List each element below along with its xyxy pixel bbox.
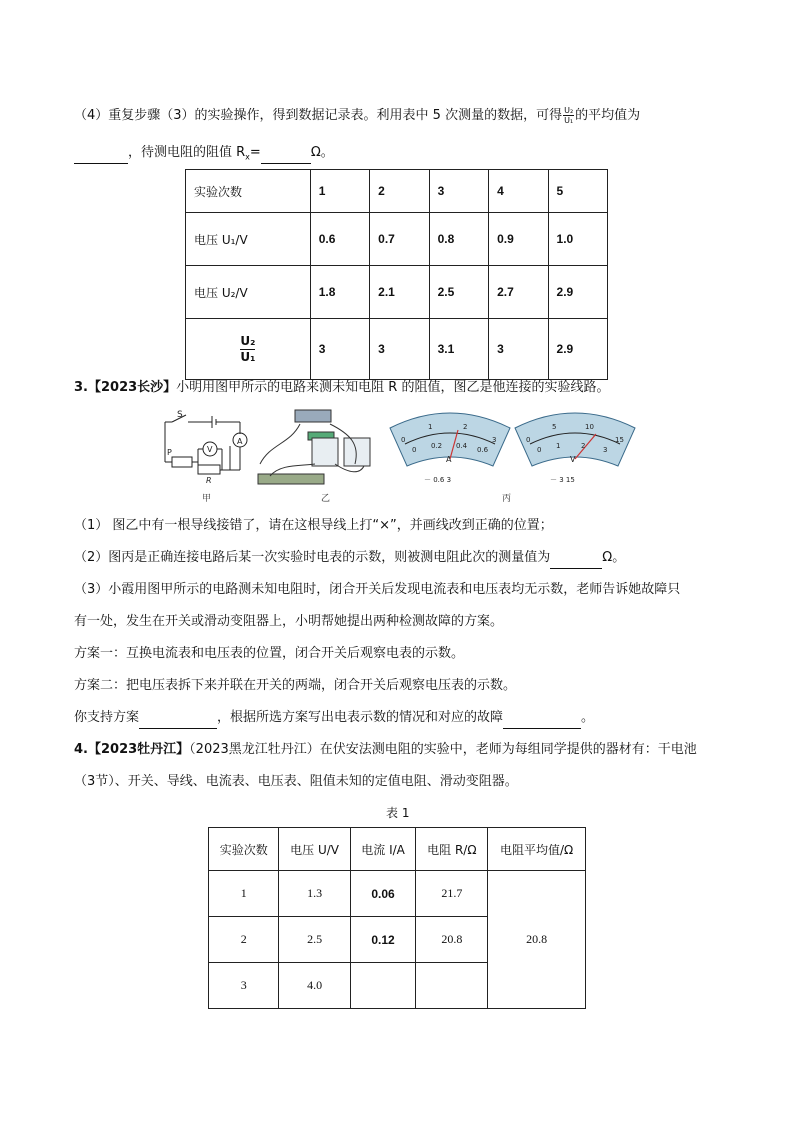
table-cell: 21.7 bbox=[416, 871, 488, 917]
table-cell: 0.06 bbox=[350, 871, 416, 917]
q3-support-b: ，根据所选方案写出电表示数的情况和对应的故障 bbox=[217, 710, 504, 725]
q3-part2 bbox=[74, 548, 754, 569]
q4-part-suffix: 的平均值为 bbox=[575, 108, 641, 123]
answer-blank-measured-r[interactable] bbox=[550, 548, 602, 569]
q3-text: 小明用图甲所示的电路来测未知电阻 R 的阻值，图乙是他连接的实验线路。 bbox=[176, 380, 610, 395]
table-cell: 2 bbox=[209, 917, 279, 963]
table-cell: 4.0 bbox=[279, 963, 350, 1009]
ammeter-tick: 0.2 bbox=[431, 442, 443, 450]
q3-title: 3.【2023长沙】 bbox=[74, 380, 177, 395]
table-cell: 3 bbox=[209, 963, 279, 1009]
circuit-figure bbox=[150, 404, 650, 504]
q3-plan2: 方案二：把电压表拆下来并联在开关的两端，闭合开关后观察电压表的示数。 bbox=[74, 678, 517, 693]
table-cell: 3 bbox=[310, 319, 369, 380]
q3-support-end: 。 bbox=[581, 710, 595, 725]
table-cell: 0.8 bbox=[429, 213, 488, 266]
ammeter-tick: 1 bbox=[428, 423, 433, 431]
voltage-ratio-table bbox=[185, 169, 608, 380]
table-cell: 2.5 bbox=[429, 266, 488, 319]
table-cell: 0.7 bbox=[370, 213, 429, 266]
table-header: 电阻 R/Ω bbox=[416, 828, 488, 871]
label-resistor: R bbox=[206, 476, 212, 485]
label-voltmeter: V bbox=[207, 445, 213, 454]
label-ammeter: A bbox=[237, 437, 243, 446]
table-header: 5 bbox=[548, 170, 607, 213]
table-cell: 0.12 bbox=[350, 917, 416, 963]
table-cell: 2.7 bbox=[489, 266, 548, 319]
q4-part-eq: = bbox=[249, 145, 261, 160]
table-cell: 3 bbox=[489, 319, 548, 380]
ratio-den: U₁ bbox=[240, 349, 256, 364]
table-header: 实验次数 bbox=[186, 170, 311, 213]
ammeter-tick: 2 bbox=[463, 423, 468, 431]
q4-text-b: （3节）、开关、导线、电流表、电压表、阻值未知的定值电阻、滑动变阻器。 bbox=[74, 774, 518, 789]
table-header: 1 bbox=[310, 170, 369, 213]
voltmeter-tick: 3 bbox=[603, 446, 608, 454]
resistance-table bbox=[208, 827, 586, 1009]
q4-text-a: （2023黑龙江牡丹江）在伏安法测电阻的实验中，老师为每组同学提供的器材有：干电池 bbox=[189, 742, 697, 757]
table-cell: 1 bbox=[209, 871, 279, 917]
q4-part-line1 bbox=[74, 106, 754, 126]
table-cell: 1.8 bbox=[310, 266, 369, 319]
fig-label-bing: 丙 bbox=[502, 494, 512, 504]
table-cell: 20.8 bbox=[416, 917, 488, 963]
q3-part3-line1: （3）小霞用图甲所示的电路测未知电阻时，闭合开关后发现电流表和电压表均无示数，老师告诉她故障只 bbox=[74, 582, 681, 597]
circuit-diagram-jia bbox=[165, 415, 247, 474]
row-label-u1: 电压 U₁/V bbox=[186, 213, 311, 266]
q3-part2-unit: Ω。 bbox=[602, 550, 626, 565]
label-slider: P bbox=[167, 448, 172, 457]
voltmeter-tick: 15 bbox=[615, 436, 624, 444]
table-cell: 1.0 bbox=[548, 213, 607, 266]
voltmeter-unit: V bbox=[570, 455, 576, 464]
table-cell: 0.9 bbox=[489, 213, 548, 266]
rx-subscript: x bbox=[245, 152, 250, 162]
table-header: 电流 I/A bbox=[350, 828, 416, 871]
fig-label-yi: 乙 bbox=[321, 494, 331, 504]
q3-part1: （1） 图乙中有一根导线接错了，请在这根导线上打“×”，并画线改到正确的位置； bbox=[74, 518, 553, 533]
ratio-num: U₂ bbox=[240, 333, 256, 348]
q4-part-line2-a: ，待测电阻的阻值 R bbox=[128, 145, 246, 160]
table-cell: 1.3 bbox=[279, 871, 350, 917]
table-cell[interactable] bbox=[350, 963, 416, 1009]
table-cell[interactable] bbox=[416, 963, 488, 1009]
wiring-photo-yi bbox=[258, 410, 370, 484]
q3-heading bbox=[74, 378, 754, 398]
ratio-fraction bbox=[563, 106, 574, 125]
q3-plan1: 方案一：互换电流表和电压表的位置，闭合开关后观察电表的示数。 bbox=[74, 646, 465, 661]
ammeter-unit: A bbox=[446, 455, 452, 464]
frac-den: U₁ bbox=[564, 116, 574, 125]
table-header: 电压 U/V bbox=[279, 828, 350, 871]
ammeter-tick: 3 bbox=[492, 436, 497, 444]
ammeter-terminals: － 0.6 3 bbox=[424, 476, 452, 484]
average-cell: 20.8 bbox=[488, 871, 586, 1009]
answer-blank-avg[interactable] bbox=[74, 143, 128, 164]
label-switch: S bbox=[177, 410, 183, 420]
ammeter-tick: 0 bbox=[401, 436, 406, 444]
q4-title: 4.【2023牡丹江】 bbox=[74, 742, 190, 757]
q4-part-unit: Ω。 bbox=[310, 145, 334, 160]
q4-heading bbox=[74, 740, 754, 760]
table-cell: 3.1 bbox=[429, 319, 488, 380]
q4-part-prefix: （4）重复步骤（3）的实验操作，得到数据记录表。利用表中 5 次测量的数据，可得 bbox=[74, 108, 563, 123]
table-header: 电阻平均值/Ω bbox=[488, 828, 586, 871]
table-header: 3 bbox=[429, 170, 488, 213]
answer-blank-fault[interactable] bbox=[503, 708, 581, 729]
voltmeter-terminals: － 3 15 bbox=[550, 476, 575, 484]
voltmeter-tick: 0 bbox=[526, 436, 531, 444]
table-header: 2 bbox=[370, 170, 429, 213]
ammeter-tick: 0 bbox=[412, 446, 417, 454]
row-label-ratio bbox=[186, 319, 311, 380]
q3-support-a: 你支持方案 bbox=[74, 710, 140, 725]
table-cell: 2.1 bbox=[370, 266, 429, 319]
answer-blank-rx[interactable] bbox=[261, 143, 311, 164]
voltmeter-tick: 5 bbox=[552, 423, 557, 431]
table-header: 4 bbox=[489, 170, 548, 213]
q3-part3-line2: 有一处，发生在开关或滑动变阻器上，小明帮她提出两种检测故障的方案。 bbox=[74, 614, 504, 629]
ammeter-tick: 0.4 bbox=[456, 442, 468, 450]
table-cell: 0.6 bbox=[310, 213, 369, 266]
q3-support-line bbox=[74, 708, 754, 729]
frac-num: U₂ bbox=[564, 106, 574, 115]
table-header: 实验次数 bbox=[209, 828, 279, 871]
row-label-u2: 电压 U₂/V bbox=[186, 266, 311, 319]
fig-label-jia: 甲 bbox=[202, 494, 212, 504]
answer-blank-plan[interactable] bbox=[139, 708, 217, 729]
voltmeter-tick: 0 bbox=[537, 446, 542, 454]
q3-part2-text: （2）图丙是正确连接电路后某一次实验时电表的示数，则被测电阻此次的测量值为 bbox=[74, 550, 551, 565]
q4-part-line2 bbox=[74, 143, 754, 168]
ammeter-tick: 0.6 bbox=[477, 446, 489, 454]
table-cell: 3 bbox=[370, 319, 429, 380]
voltmeter-tick: 10 bbox=[585, 423, 594, 431]
table-cell: 2.5 bbox=[279, 917, 350, 963]
table-cell: 2.9 bbox=[548, 319, 607, 380]
voltmeter-tick: 1 bbox=[556, 442, 561, 450]
table-cell: 2.9 bbox=[548, 266, 607, 319]
voltmeter-tick: 2 bbox=[581, 442, 586, 450]
table-caption: 表 1 bbox=[386, 806, 410, 820]
